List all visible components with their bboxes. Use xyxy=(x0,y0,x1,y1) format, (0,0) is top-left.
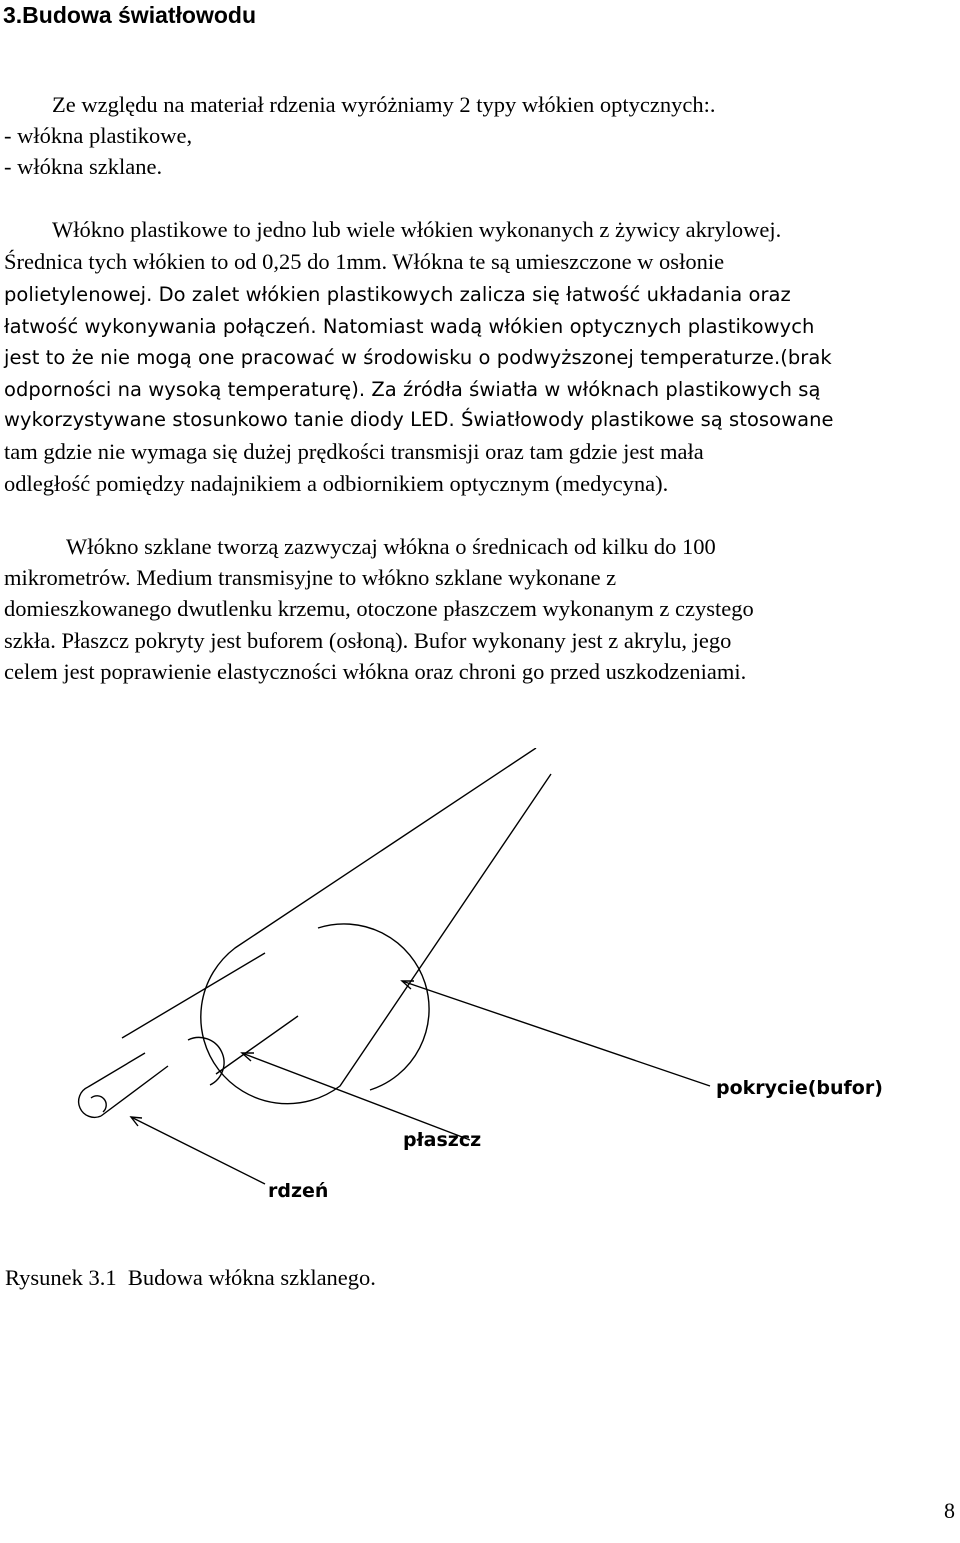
buffer-arrow xyxy=(402,981,710,1086)
text-line: Ze względu na materiał rdzenia wyróżniamy 2 typy włókien optycznych:. xyxy=(52,92,716,117)
page-number: 8 xyxy=(944,1498,955,1523)
text-line: jest to że nie mogą one pracować w środowisku o podwyższonej temperaturze.(brak xyxy=(4,346,832,369)
core-end-inner xyxy=(91,1096,106,1112)
label-buffer: pokrycie(bufor) xyxy=(716,1077,883,1099)
text-line: domieszkowanego dwutlenku krzemu, otoczone płaszczem wykonanym z czystego xyxy=(4,596,754,621)
text-line: Średnica tych włókien to od 0,25 do 1mm. Włókna te są umieszczone w osłonie xyxy=(4,249,725,274)
buffer-outline xyxy=(201,748,551,1104)
cladding-arrow xyxy=(242,1053,470,1140)
text-line: Włókno szklane tworzą zazwyczaj włókna o średnicach od kilku do 100 xyxy=(66,534,716,559)
label-core: rdzeń xyxy=(268,1180,329,1202)
text-line: łatwość wykonywania połączeń. Natomiast wadą włókien optycznych plastikowych xyxy=(4,315,815,338)
list-item: - włókna szklane. xyxy=(4,154,163,179)
text-line: celem jest poprawienie elastyczności włókna oraz chroni go przed uszkodzeniami. xyxy=(4,659,747,684)
text-line: wykorzystywane stosunkowo tanie diody LED. Światłowody plastikowe są stosowane xyxy=(4,408,834,431)
text-line: polietylenowej. Do zalet włókien plastikowych zalicza się łatwość układania oraz xyxy=(4,283,791,306)
buffer-end xyxy=(318,924,429,1090)
section-heading: 3.Budowa światłowodu xyxy=(3,2,257,28)
label-cladding: płaszcz xyxy=(403,1129,482,1151)
text-line: odporności na wysoką temperaturę). Za źródła światła w włóknach plastikowych są xyxy=(4,378,821,401)
list-item: - włókna plastikowe, xyxy=(4,123,193,148)
text-line: odległość pomiędzy nadajnikiem a odbiornikiem optycznym (medycyna). xyxy=(4,471,669,496)
text-line: tam gdzie nie wymaga się dużej prędkości transmisji oraz tam gdzie jest mała xyxy=(4,439,704,464)
core-end xyxy=(79,1087,101,1117)
figure-caption: Rysunek 3.1 Budowa włókna szklanego. xyxy=(5,1265,376,1290)
fiber-structure-diagram xyxy=(70,748,900,1203)
text-line: Włókno plastikowe to jedno lub wiele włókien wykonanych z żywicy akrylowej. xyxy=(52,217,782,242)
text-line: mikrometrów. Medium transmisyjne to włókno szklane wykonane z xyxy=(4,565,617,590)
core-outline xyxy=(88,1053,168,1116)
text-line: szkła. Płaszcz pokryty jest buforem (osłoną). Bufor wykonany jest z akrylu, jego xyxy=(4,628,732,653)
core-arrow xyxy=(131,1117,265,1184)
